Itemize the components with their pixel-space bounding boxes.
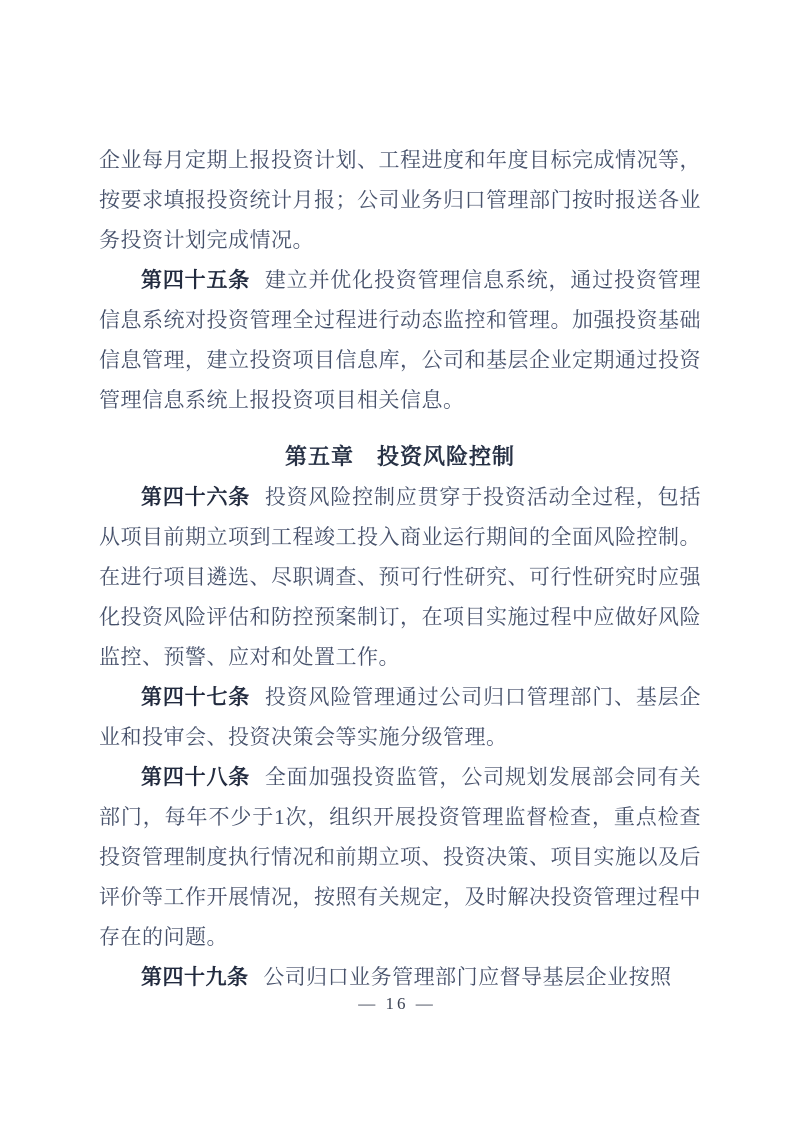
article-number: 第四十六条 <box>141 485 251 509</box>
article-number: 第四十九条 <box>141 965 249 989</box>
article-paragraph-45 <box>99 260 701 420</box>
article-number: 第四十七条 <box>141 685 251 709</box>
paragraph-text: 建立并优化投资管理信息系统，通过投资管理信息系统对投资管理全过程进行动态监控和管理。加强投资基础信息管理，建立投资项目信息库，公司和基层企业定期通过投资管理信息系统上报投资项目相关信息。 <box>99 268 702 412</box>
chapter-heading: 第五章 投资风险控制 <box>284 444 515 469</box>
article-paragraph-49 <box>99 957 701 997</box>
paragraph-continuation <box>99 140 701 260</box>
page-number: — 16 — <box>358 994 436 1013</box>
paragraph-text: 企业每月定期上报投资计划、工程进度和年度目标完成情况等，按要求填报投资统计月报；公司业务归口管理部门按时报送各业务投资计划完成情况。 <box>99 148 701 252</box>
article-number: 第四十五条 <box>141 268 251 292</box>
paragraph-text: 全面加强投资监管，公司规划发展部会同有关部门，每年不少于1次，组织开展投资管理监督检查，重点检查投资管理制度执行情况和前期立项、投资决策、项目实施以及后评价等工作开展情况，按照有关规定，及时解决投资管理过程中存在的问题。 <box>99 765 702 949</box>
article-number: 第四十八条 <box>141 765 251 789</box>
paragraph-text: 投资风险管理通过公司归口管理部门、基层企业和投审会、投资决策会等实施分级管理。 <box>99 685 702 749</box>
paragraph-text: 公司归口业务管理部门应督导基层企业按照 <box>263 965 672 989</box>
article-paragraph-47 <box>99 677 701 757</box>
document-body <box>99 140 701 997</box>
article-paragraph-48 <box>99 757 701 957</box>
article-paragraph-46 <box>99 477 701 677</box>
paragraph-text: 投资风险控制应贯穿于投资活动全过程，包括从项目前期立项到工程竣工投入商业运行期间的全面风险控制。在进行项目遴选、尽职调查、预可行性研究、可行性研究时应强化投资风险评估和防控预案制订，在项目实施过程中应做好风险监控、预警、应对和处置工作。 <box>99 485 702 669</box>
